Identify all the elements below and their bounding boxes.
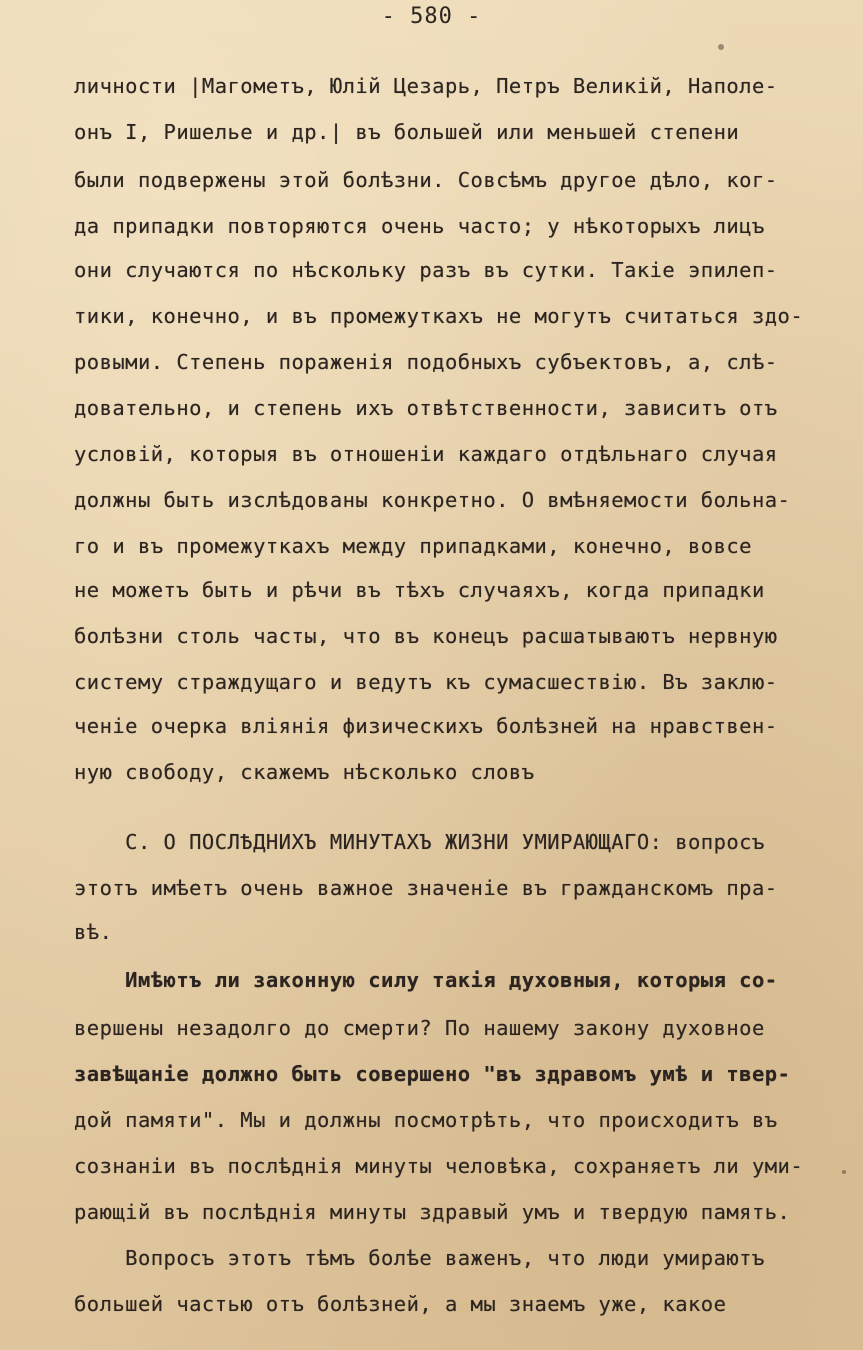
text-line: довательно, и степень ихъ отвѣтственности, зависитъ отъ	[74, 396, 778, 420]
text-line: вѣ.	[74, 920, 113, 944]
text-line: ровыми. Степень пораженія подобныхъ субъектовъ, а, слѣ-	[74, 350, 778, 374]
text-line: рающій въ послѣднія минуты здравый умъ и твердую память.	[74, 1200, 791, 1224]
text-line: ную свободу, скажемъ нѣсколько словъ	[74, 760, 535, 784]
text-line: сознаніи въ послѣднія минуты человѣка, сохраняетъ ли уми-	[74, 1154, 804, 1178]
page-number: - 580 -	[381, 4, 482, 29]
text-line: ченіе очерка вліянія физическихъ болѣзней на нравствен-	[74, 714, 778, 738]
text-line: го и въ промежуткахъ между припадками, конечно, вовсе	[74, 534, 752, 558]
text-line: вершены незадолго до смерти? По нашему закону духовное	[74, 1016, 765, 1040]
text-line: личности |Магометъ, Юлій Цезарь, Петръ Великій, Наполе-	[74, 74, 778, 98]
text-line: Имѣютъ ли законную силу такія духовныя, которыя со-	[74, 968, 778, 992]
text-line: да припадки повторяются очень часто; у нѣкоторыхъ лицъ	[74, 214, 765, 238]
text-line: онъ I, Ришелье и др.| въ большей или меньшей степени	[74, 120, 740, 144]
text-line: систему страждущаго и ведутъ къ сумасшествію. Въ заклю-	[74, 670, 778, 694]
text-line: большей частью отъ болѣзней, а мы знаемъ уже, какое	[74, 1292, 727, 1316]
text-line: не можетъ быть и рѣчи въ тѣхъ случаяхъ, когда припадки	[74, 578, 765, 602]
text-line: они случаются по нѣскольку разъ въ сутки. Такіе эпилеп-	[74, 258, 778, 282]
text-line: были подвержены этой болѣзни. Совсѣмъ другое дѣло, ког-	[74, 168, 778, 192]
text-line: болѣзни столь часты, что въ конецъ расшатываютъ нервную	[74, 624, 778, 648]
text-line: завѣщаніе должно быть совершено "въ здравомъ умѣ и твер-	[74, 1062, 791, 1086]
text-line: условій, которыя въ отношеніи каждаго отдѣльнаго случая	[74, 442, 778, 466]
text-line: должны быть изслѣдованы конкретно. О вмѣняемости больна-	[74, 488, 791, 512]
text-line: этотъ имѣетъ очень важное значеніе въ гражданскомъ пра-	[74, 876, 778, 900]
section-heading-line: С. О ПОСЛѢДНИХЪ МИНУТАХЪ ЖИЗНИ УМИРАЮЩАГО: вопросъ	[74, 830, 765, 854]
text-line: Вопросъ этотъ тѣмъ болѣе важенъ, что люди умираютъ	[74, 1246, 765, 1270]
text-line: тики, конечно, и въ промежуткахъ не могутъ считаться здо-	[74, 304, 804, 328]
ink-spot	[842, 1170, 846, 1174]
ink-spot	[718, 44, 724, 50]
text-line: дой памяти". Мы и должны посмотрѣть, что происходитъ въ	[74, 1108, 778, 1132]
